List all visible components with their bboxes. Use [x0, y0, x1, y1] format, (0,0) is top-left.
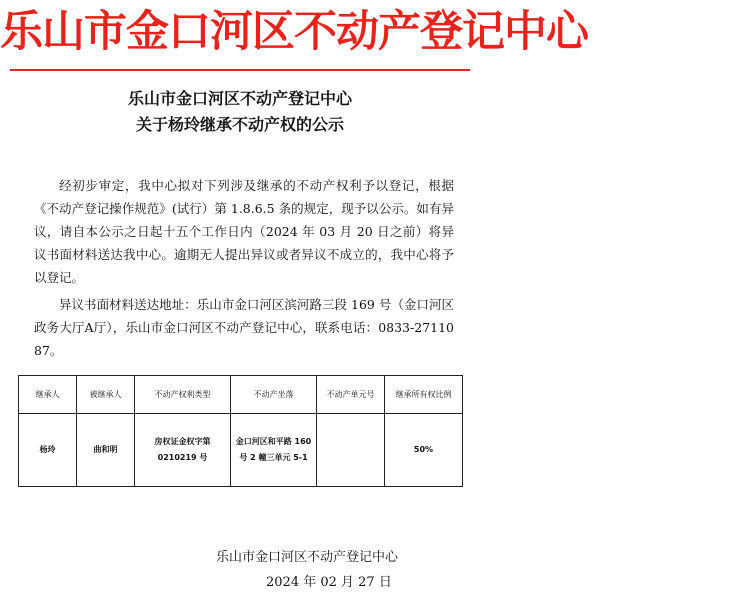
notice-paragraph-2: 异议书面材料送达地址：乐山市金口河区滨河路三段 169 号（金口河区政务大厅A厅），乐山市金口河区不动产登记中心，联系电话：0833-2711087。: [34, 297, 454, 358]
letterhead: [0, 0, 588, 78]
col-header-share-ratio: 继承所有权比例: [385, 376, 463, 414]
inheritance-table: [18, 375, 463, 487]
notice-title-line2: 关于杨玲继承不动产权的公示: [135, 115, 344, 134]
cell-heir: 杨玲: [19, 414, 77, 487]
col-header-heir: 继承人: [19, 376, 77, 414]
signature-org: 乐山市金口河区不动产登记中心: [216, 550, 399, 565]
cell-decedent: 曲和明: [77, 414, 135, 487]
col-header-location: 不动产坐落: [231, 376, 317, 414]
notice-title-line1: 乐山市金口河区不动产登记中心: [127, 89, 352, 108]
cell-share-ratio: 50%: [385, 414, 463, 487]
col-header-unit-number: 不动产单元号: [317, 376, 385, 414]
col-header-decedent: 被继承人: [77, 376, 135, 414]
letterhead-title: 乐山市金口河区不动产登记中心: [0, 7, 588, 57]
cell-location: 金口河区和平路 160 号 2 幢三单元 5-1: [231, 414, 317, 487]
table-row: [19, 414, 463, 487]
cell-unit-number: [317, 414, 385, 487]
col-header-right-type: 不动产权利类型: [135, 376, 231, 414]
signature-date: 2024 年 02 月 27 日: [266, 575, 392, 590]
notice-paragraph-1: 经初步审定，我中心拟对下列涉及继承的不动产权利予以登记，根据《不动产登记操作规范》(试行）第 1.8.6.5 条的规定，现予以公示。如有异议，请自本公示之日起十五个工作日内（2024 年 03 月 20 日之前）将异议书面材料送达我中心。逾期无人提出异议或者异议不成立的，我中心将予以登记。: [34, 178, 454, 285]
table-header-row: [19, 376, 463, 414]
letterhead-red-rule: [10, 69, 470, 71]
cell-right-type: 房权证金权字第 0210219 号: [135, 414, 231, 487]
